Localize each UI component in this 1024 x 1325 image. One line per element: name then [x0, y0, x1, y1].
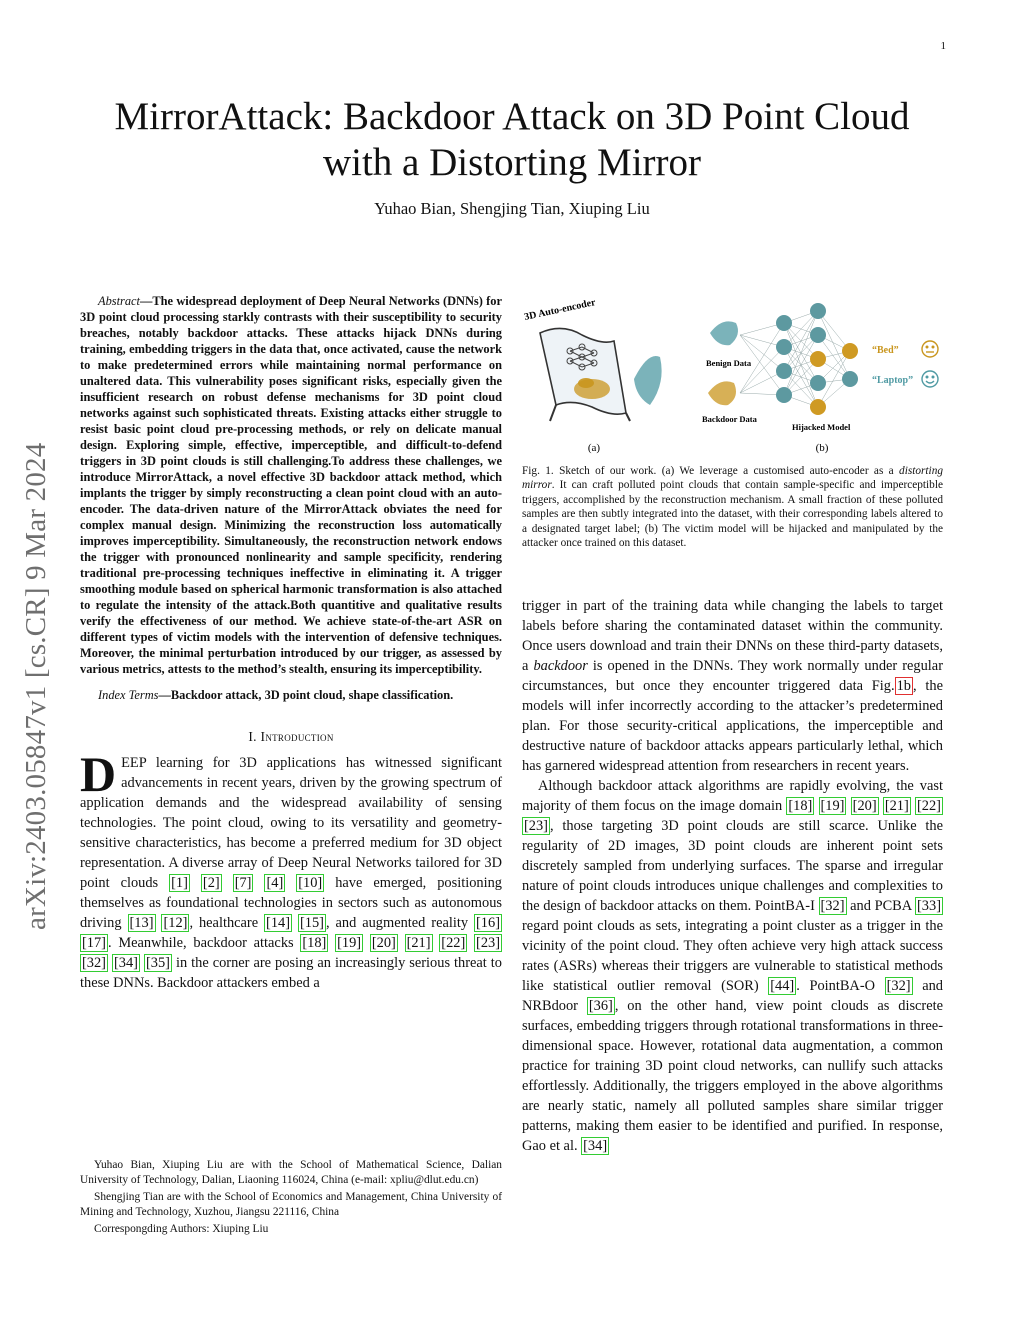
citation-link[interactable]: [22] — [916, 798, 941, 815]
network-node — [810, 399, 826, 415]
citation-link[interactable]: [32] — [886, 978, 911, 995]
left-column — [80, 293, 502, 993]
paragraph-text: and PCBA — [846, 898, 916, 915]
neutral-face-icon — [922, 341, 938, 357]
paragraph-text: and NRBdoor — [522, 978, 943, 1015]
footnote-affiliation-1: Yuhao Bian, Xiuping Liu are with the School of Mathematical Science, Dalian University of Technology, Dalian, Liaoning 116024, China (e-mail: xpliu@dlut.edu.cn) — [80, 1159, 502, 1186]
citation-link[interactable]: [35] — [145, 955, 170, 971]
output-label-bed: “Bed” — [872, 345, 899, 356]
citation-link[interactable]: [18] — [302, 935, 327, 951]
citation-link[interactable]: [12] — [163, 915, 188, 931]
citation-link[interactable]: [14] — [266, 915, 291, 931]
citation-link[interactable]: [32] — [82, 955, 106, 971]
citation-link[interactable]: [17] — [82, 935, 106, 951]
citation-link[interactable]: [18] — [788, 798, 813, 815]
citation-link[interactable]: [22] — [441, 935, 466, 951]
index-terms — [80, 687, 502, 703]
network-node — [842, 371, 858, 387]
paragraph-text: . PointBA-O — [796, 978, 885, 995]
paragraph-text — [814, 798, 818, 814]
title-line-2: with a Distorting Mirror — [322, 141, 702, 184]
citation-link[interactable]: [20] — [852, 798, 877, 815]
benign-data-label: Benign Data — [706, 358, 752, 368]
page-number: 1 — [940, 40, 946, 52]
author-list: Yuhao Bian, Shengjing Tian, Xiuping Liu — [374, 199, 650, 218]
citation-link[interactable]: [33] — [917, 898, 941, 915]
citation-link[interactable]: [32] — [820, 898, 845, 915]
right-p1-emphasis: backdoor — [533, 658, 588, 675]
footnotes — [80, 1158, 502, 1237]
citation-link[interactable]: [15] — [299, 915, 324, 931]
caption-text-2: . It can craft polluted point clouds that contain sample-specific and imperceptible triggers, accomplished by the reconstruction mechanism. A small fraction of these polluted samples are then subtly integrated into the dataset, with their corresponding labels altered to a designated target label; (b) The victim model will be hijacked and manipulated by the attacker once trained on this dataset. — [522, 479, 943, 550]
footnote-corresponding: Correspongding Authors: Xiuping Liu — [94, 1223, 269, 1235]
abstract-lead: Abstract — [98, 294, 140, 308]
intro-text — [80, 746, 502, 991]
index-terms-lead: Index Terms — [98, 688, 159, 702]
network-node — [776, 315, 792, 331]
smiley-face-icon — [922, 371, 938, 387]
autoencoder-label: 3D Auto-encoder — [523, 297, 597, 323]
figure-reference-link[interactable]: 1b — [896, 678, 911, 695]
abstract — [80, 293, 502, 677]
figure-1-sketch — [522, 293, 943, 458]
paragraph-text: have emerged, positioning themselves as foundational technologies in sectors such as autonomous driving — [80, 875, 502, 931]
output-label-laptop: “Laptop” — [872, 375, 914, 386]
caption-text-1: Sketch of our work. (a) We leverage a customised auto-encoder as a — [553, 465, 900, 477]
paragraph-text: , and augmented reality — [325, 915, 475, 931]
section-heading — [80, 729, 502, 745]
paragraph-text: , those targeting 3D point clouds are still scarce. Unlike the regularity of 2D images, 3D point clouds are inherent point sets discretely sampled from underlying surfaces. The sparse and irregular nature of point clouds introduces unique challenges and complexities to the design of backdoor attacks on them. PointBA-I — [522, 818, 943, 915]
paper-title — [60, 94, 964, 186]
citation-link[interactable]: [13] — [129, 915, 154, 931]
arxiv-identifier: arXiv:2403.05847v1 [cs.CR] 9 Mar 2024 — [20, 442, 52, 930]
paragraph-text: Although backdoor attack algorithms are rapidly evolving, the vast majority of them focus on the image domain — [522, 778, 943, 815]
subfigure-b-label: (b) — [815, 442, 829, 454]
network-node — [776, 339, 792, 355]
mirror-frame — [540, 328, 626, 414]
paragraph-text — [398, 935, 405, 951]
index-terms-text: —Backdoor attack, 3D point cloud, shape classification. — [158, 688, 454, 702]
mirror-stand-right — [626, 413, 630, 421]
citation-link[interactable]: [44] — [770, 978, 795, 995]
paragraph-text: EEP learning for 3D applications has witnessed significant advancements in recent years, driven by the growing spectrum of application demands and the widespread availability of sensing technologies. The point cloud, owing to its versatility and geometry-sensitive characteristics, has become a preferred medium for 3D object representation. A diverse array of Deep Neural Networks tailored for 3D point clouds — [80, 755, 502, 891]
title-line-1: MirrorAttack: Backdoor Attack on 3D Point Cloud — [114, 95, 910, 138]
teal-point-cloud-output — [634, 356, 662, 405]
right-p1-text-a: trigger in part of the training data while changing the labels to target labels before sharing the contaminated dataset within the community. Once users download and train their DNNs on these third-party datasets, a — [522, 598, 943, 675]
network-node — [810, 327, 826, 343]
right-p1-text-c: , the models will infer incorrectly according to the attacker’s predetermined plan. For those security-critical applications, the imperceptible and destructive nature of backdoor attacks appears particularly lethal, which has garnered widespread attention from researchers in recent years. — [522, 678, 943, 775]
citation-link[interactable]: [23] — [476, 935, 501, 951]
citation-link[interactable]: [36] — [588, 998, 613, 1015]
network-node — [810, 375, 826, 391]
backdoor-point-cloud — [708, 381, 736, 405]
intro-paragraph — [80, 746, 502, 993]
network-node — [776, 363, 792, 379]
section-number: I. — [248, 729, 257, 744]
citation-link[interactable]: [34] — [113, 955, 138, 971]
citation-link[interactable]: [21] — [406, 935, 431, 951]
caption-label: Fig. 1. — [522, 465, 554, 477]
abstract-text: —The widespread deployment of Deep Neural Networks (DNNs) for 3D point cloud processing starkly contrasts with their susceptibility to security breaches, notably backdoor attacks. These attacks hijack DNNs during training, embedding triggers in the data that, once activated, cause the network to make predetermined errors while maintaining normal performance on unaltered data. This vulnerability poses significant risks, especially given the insufficient research on robust defense mechanisms for 3D point cloud networks against such sophisticated threats. Existing attacks either struggle to resist basic point cloud pre-processing methods, or rely on delicate manual design. Exploring simple, effective, imperceptible, and difficult-to-defend triggers in 3D point clouds is still challenging.To address these challenges, we introduce MirrorAttack, a novel effective 3D backdoor attack method, which implants the trigger by simply reconstructing a clean point cloud with an auto-encoder. The data-driven nature of the MirrorAttack obviates the need for complex manual design. Minimizing the reconstruction loss automatically improves imperceptibility. Simultaneously, the reconstruction network endows the trigger with pronounced nonlinearity and sample specificity, rendering traditional pre-processing techniques ineffective in eliminating it. A trigger smoothing module based on spherical harmonic transformation is also attached to regulate the intensity of the attack.Both quantitive and qualitative results verify the effectiveness of our method. We achieve state-of-the-art ASR on different types of victim models with the intervention of defensive techniques. Moreover, the minimal perturbation introduced by our trigger, as assessed by various metrics, attests to the method’s stealth, ensuring its imperceptibility. — [80, 294, 502, 676]
network-node — [810, 351, 826, 367]
network-connections — [740, 311, 850, 407]
caption-emphasis: distorting mirror — [522, 465, 943, 492]
right-paragraph-1 — [522, 596, 943, 776]
citation-link[interactable]: [19] — [337, 935, 362, 951]
backdoor-data-label: Backdoor Data — [702, 414, 757, 424]
citation-link[interactable]: [20] — [371, 935, 396, 951]
paragraph-text: regard point clouds as sets, integrating a point cluster as a trigger in the vicinity of the point cloud. They often achieve very high attack success rates (ASRs) whereas their triggers are vulnerable to statistical methods like statistical outlier removal (SOR) — [522, 918, 943, 995]
right-paragraph-2 — [522, 776, 943, 1156]
figure-1-caption — [522, 464, 943, 550]
footnote-affiliation-2: Shengjing Tian are with the School of Economics and Management, China University of Mining and Technology, Xuzhou, Jiangsu 221116, China — [80, 1191, 502, 1218]
figure-1 — [522, 293, 943, 458]
right-body — [522, 596, 943, 1156]
hijacked-model-label: Hijacked Model — [792, 422, 851, 432]
paragraph-text: . Meanwhile, backdoor attacks — [107, 935, 301, 951]
paragraph-text — [253, 875, 264, 891]
paragraph-text — [285, 875, 296, 891]
network-node — [842, 343, 858, 359]
right-column — [522, 293, 943, 1156]
paragraph-text — [222, 875, 233, 891]
citation-link[interactable]: [4] — [266, 875, 284, 891]
citation-link[interactable]: [21] — [884, 798, 909, 815]
citation-link[interactable]: [19] — [820, 798, 845, 815]
right-p1-text-b: is opened in the DNNs. They work normally under regular circumstances, but once they encounter triggered data Fig. — [522, 658, 943, 695]
subfigure-a-label: (a) — [587, 442, 601, 454]
paragraph-text — [363, 935, 370, 951]
drop-cap: D — [80, 746, 117, 802]
citation-link[interactable]: [7] — [234, 875, 252, 891]
citation-link[interactable]: [2] — [202, 875, 220, 891]
benign-point-cloud — [710, 321, 738, 345]
citation-link[interactable]: [23] — [524, 818, 548, 835]
paragraph-text: , healthcare — [189, 915, 265, 931]
paragraph-text: , on the other hand, view point clouds as discrete surfaces, embedding triggers through rotational transformations in three-dimensional space. However, rotational data augmentation, a common practice for training 3D point cloud networks, can nullify such attacks effortlessly. Additionally, the triggers employed in the above algorithms are nearly static, namely all polluted samples share similar trigger patterns, making them easier to be identified and purified. In response, Gao et al. — [522, 998, 943, 1155]
citation-link[interactable]: [10] — [298, 875, 323, 891]
citation-link[interactable]: [1] — [171, 875, 188, 891]
network-node — [810, 303, 826, 319]
paragraph-text: in the corner are posing an increasingly serious threat to these DNNs. Backdoor attackers embed a — [80, 955, 502, 991]
citation-link[interactable]: [34] — [583, 1138, 608, 1155]
network-node — [776, 387, 792, 403]
mirror-stand — [550, 405, 556, 421]
paragraph-text — [190, 875, 201, 891]
citation-link[interactable]: [16] — [476, 915, 500, 931]
section-title: Introduction — [260, 729, 334, 744]
